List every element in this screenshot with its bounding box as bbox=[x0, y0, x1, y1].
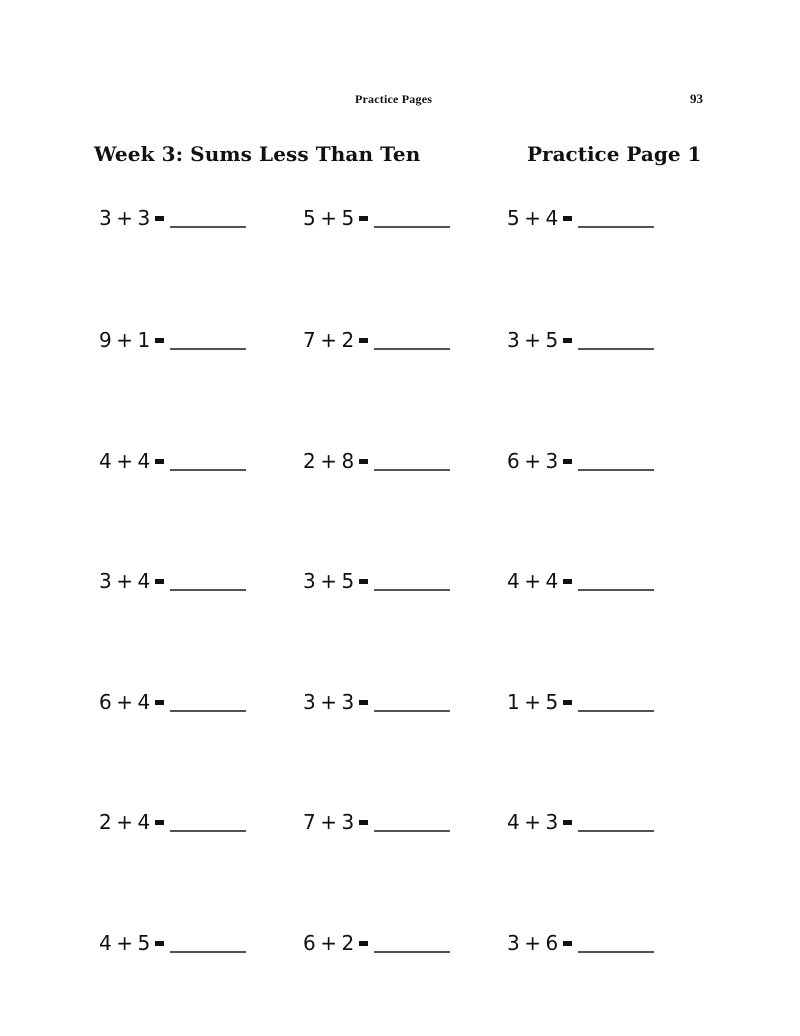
answer-blank[interactable] bbox=[374, 447, 450, 471]
addend-a: 4 bbox=[507, 569, 521, 593]
answer-blank[interactable] bbox=[170, 204, 246, 228]
plus-sign: + bbox=[116, 206, 134, 230]
plus-sign: + bbox=[524, 328, 542, 352]
addend-a: 3 bbox=[99, 569, 113, 593]
addend-a: 6 bbox=[99, 690, 113, 714]
addend-b: 3 bbox=[341, 810, 355, 834]
addend-a: 5 bbox=[507, 206, 521, 230]
plus-sign: + bbox=[524, 569, 542, 593]
running-head: Practice Pages bbox=[355, 92, 433, 106]
plus-sign: + bbox=[116, 569, 134, 593]
addition-problem bbox=[99, 204, 246, 230]
equals-icon bbox=[155, 216, 164, 221]
page-number: 93 bbox=[690, 91, 703, 106]
equals-icon bbox=[563, 700, 572, 705]
addend-b: 3 bbox=[545, 810, 559, 834]
plus-sign: + bbox=[320, 931, 338, 955]
equals-icon bbox=[155, 459, 164, 464]
addend-b: 5 bbox=[545, 328, 559, 352]
addend-b: 2 bbox=[341, 931, 355, 955]
addend-b: 5 bbox=[545, 690, 559, 714]
equals-icon bbox=[563, 579, 572, 584]
equals-icon bbox=[563, 459, 572, 464]
answer-blank[interactable] bbox=[170, 688, 246, 712]
addition-problem bbox=[507, 204, 654, 230]
plus-sign: + bbox=[524, 449, 542, 473]
addend-a: 3 bbox=[303, 569, 317, 593]
addend-b: 2 bbox=[341, 328, 355, 352]
plus-sign: + bbox=[524, 206, 542, 230]
plus-sign: + bbox=[524, 931, 542, 955]
answer-blank[interactable] bbox=[374, 326, 450, 350]
addition-problem bbox=[303, 688, 450, 714]
plus-sign: + bbox=[320, 328, 338, 352]
addition-problem bbox=[303, 808, 450, 834]
answer-blank[interactable] bbox=[578, 447, 654, 471]
addend-a: 3 bbox=[303, 690, 317, 714]
answer-blank[interactable] bbox=[170, 567, 246, 591]
addend-a: 1 bbox=[507, 690, 521, 714]
plus-sign: + bbox=[116, 810, 134, 834]
addend-a: 9 bbox=[99, 328, 113, 352]
answer-blank[interactable] bbox=[374, 929, 450, 953]
answer-blank[interactable] bbox=[374, 567, 450, 591]
addend-a: 4 bbox=[507, 810, 521, 834]
answer-blank[interactable] bbox=[170, 326, 246, 350]
plus-sign: + bbox=[524, 690, 542, 714]
answer-blank[interactable] bbox=[170, 929, 246, 953]
addition-problem bbox=[99, 326, 246, 352]
answer-blank[interactable] bbox=[374, 204, 450, 228]
addend-a: 7 bbox=[303, 810, 317, 834]
equals-icon bbox=[359, 338, 368, 343]
equals-icon bbox=[359, 216, 368, 221]
addend-b: 4 bbox=[137, 569, 151, 593]
addend-b: 4 bbox=[137, 690, 151, 714]
equals-icon bbox=[155, 820, 164, 825]
answer-blank[interactable] bbox=[170, 447, 246, 471]
worksheet-title: Week 3: Sums Less Than Ten bbox=[94, 142, 421, 166]
addition-problem bbox=[507, 688, 654, 714]
addition-problem bbox=[303, 204, 450, 230]
plus-sign: + bbox=[320, 810, 338, 834]
plus-sign: + bbox=[116, 931, 134, 955]
addend-b: 5 bbox=[137, 931, 151, 955]
addition-problem bbox=[99, 447, 246, 473]
addend-b: 3 bbox=[341, 690, 355, 714]
equals-icon bbox=[155, 700, 164, 705]
plus-sign: + bbox=[116, 690, 134, 714]
addition-problem bbox=[99, 808, 246, 834]
addend-b: 3 bbox=[545, 449, 559, 473]
plus-sign: + bbox=[116, 449, 134, 473]
equals-icon bbox=[359, 459, 368, 464]
addend-a: 2 bbox=[303, 449, 317, 473]
equals-icon bbox=[563, 820, 572, 825]
addition-problem bbox=[507, 929, 654, 955]
addend-b: 6 bbox=[545, 931, 559, 955]
addend-a: 4 bbox=[99, 449, 113, 473]
answer-blank[interactable] bbox=[578, 326, 654, 350]
addend-b: 8 bbox=[341, 449, 355, 473]
plus-sign: + bbox=[320, 690, 338, 714]
equals-icon bbox=[155, 579, 164, 584]
plus-sign: + bbox=[116, 328, 134, 352]
answer-blank[interactable] bbox=[578, 808, 654, 832]
answer-blank[interactable] bbox=[374, 688, 450, 712]
addend-a: 7 bbox=[303, 328, 317, 352]
addend-b: 1 bbox=[137, 328, 151, 352]
addend-a: 3 bbox=[99, 206, 113, 230]
addition-problem bbox=[99, 688, 246, 714]
addend-b: 4 bbox=[545, 569, 559, 593]
addend-a: 6 bbox=[507, 449, 521, 473]
answer-blank[interactable] bbox=[578, 929, 654, 953]
addition-problem bbox=[303, 929, 450, 955]
equals-icon bbox=[359, 820, 368, 825]
addend-a: 3 bbox=[507, 328, 521, 352]
answer-blank[interactable] bbox=[170, 808, 246, 832]
answer-blank[interactable] bbox=[374, 808, 450, 832]
addend-a: 2 bbox=[99, 810, 113, 834]
plus-sign: + bbox=[320, 206, 338, 230]
addition-problem bbox=[303, 326, 450, 352]
addend-b: 5 bbox=[341, 206, 355, 230]
addend-a: 3 bbox=[507, 931, 521, 955]
answer-blank[interactable] bbox=[578, 204, 654, 228]
equals-icon bbox=[563, 941, 572, 946]
addition-problem bbox=[303, 447, 450, 473]
addend-b: 4 bbox=[545, 206, 559, 230]
addition-problem bbox=[303, 567, 450, 593]
answer-blank[interactable] bbox=[578, 688, 654, 712]
addition-problem bbox=[507, 447, 654, 473]
addition-problem bbox=[507, 567, 654, 593]
addend-b: 4 bbox=[137, 810, 151, 834]
equals-icon bbox=[359, 700, 368, 705]
addend-b: 4 bbox=[137, 449, 151, 473]
addend-a: 4 bbox=[99, 931, 113, 955]
addition-problem bbox=[99, 567, 246, 593]
equals-icon bbox=[563, 216, 572, 221]
answer-blank[interactable] bbox=[578, 567, 654, 591]
equals-icon bbox=[155, 338, 164, 343]
addend-a: 5 bbox=[303, 206, 317, 230]
plus-sign: + bbox=[320, 449, 338, 473]
addition-problem bbox=[507, 808, 654, 834]
addend-b: 5 bbox=[341, 569, 355, 593]
plus-sign: + bbox=[524, 810, 542, 834]
equals-icon bbox=[155, 941, 164, 946]
plus-sign: + bbox=[320, 569, 338, 593]
addend-b: 3 bbox=[137, 206, 151, 230]
addition-problem bbox=[507, 326, 654, 352]
equals-icon bbox=[563, 338, 572, 343]
practice-page-label: Practice Page 1 bbox=[527, 142, 702, 166]
equals-icon bbox=[359, 941, 368, 946]
addition-problem bbox=[99, 929, 246, 955]
addend-a: 6 bbox=[303, 931, 317, 955]
equals-icon bbox=[359, 579, 368, 584]
